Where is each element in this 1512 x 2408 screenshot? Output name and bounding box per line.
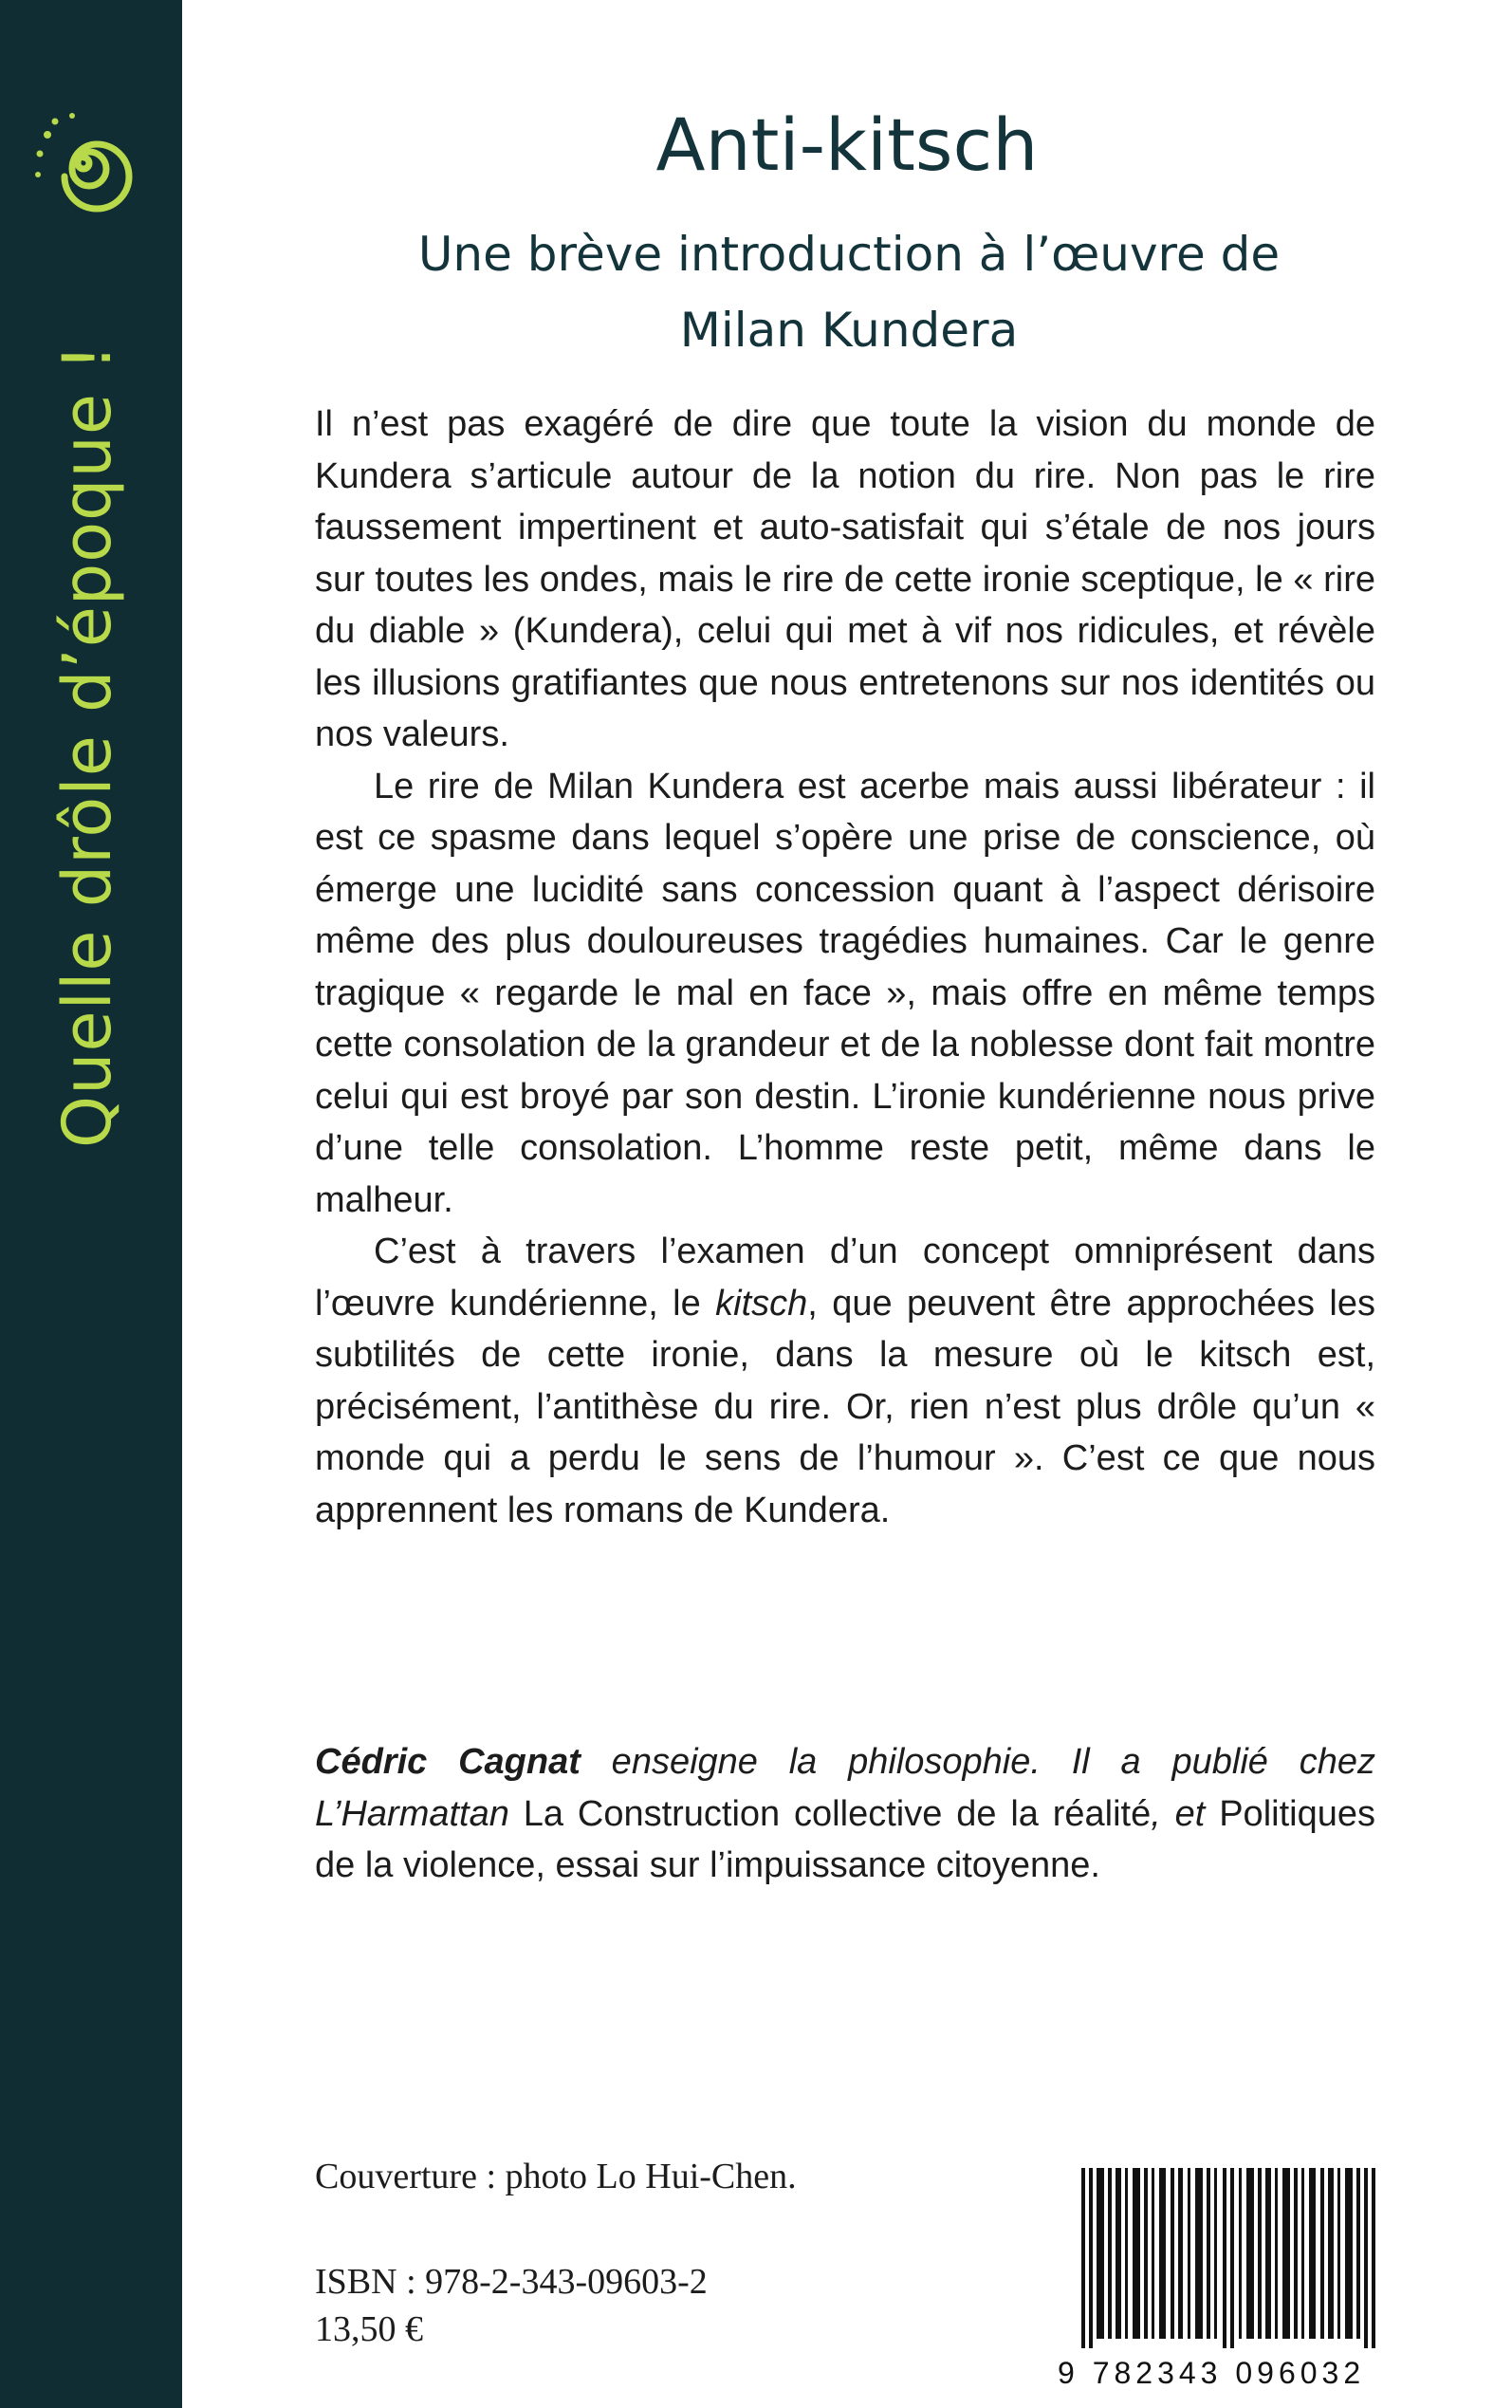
subtitle-line-2: Milan Kundera <box>679 303 1019 358</box>
summary-paragraph-1: Il n’est pas exagéré de dire que toute la vision du monde de Kundera s’articule autour de la notion du rire. Non pas le rire faussement impertinent et auto-satisfait qui s’étale de nos jours sur toutes les ondes, mais le rire de cette ironie sceptique, le « rire du diable » (Kundera), celui qui met à vif nos ridicules, et révèle les illusions gratifiantes que nous entretenons sur nos identités ou nos valeurs. <box>315 404 1375 754</box>
back-cover-summary <box>315 398 1375 1536</box>
isbn-block <box>315 2258 708 2353</box>
summary-p3-end: , que peuvent être approchées les subtilités de cette ironie, dans la mesure où le kitsch est, précisément, l’antithèse du rire. Or, rien n’est plus drôle qu’un « monde qui a perdu le sens de l’humour ». C’est ce que nous apprennent les romans de Kundera. <box>315 1283 1375 1530</box>
author-book-1: La Construction collective de la réalité <box>508 1793 1152 1834</box>
summary-paragraph-2: Le rire de Milan Kundera est acerbe mais aussi libérateur : il est ce spasme dans lequel s’opère une prise de conscience, où émerge une lucidité sans concession quant à l’aspect dérisoire même des plus douloureuses tragédies humaines. Car le genre tragique « regarde le mal en face », mais offre en même temps cette consolation de la grandeur et de la noblesse dont fait montre celui qui est broyé par son destin. L’ironie kundérienne nous prive d’une telle consolation. L’homme reste petit, même dans le malheur. <box>315 766 1375 1220</box>
summary-paragraph-3 <box>315 1226 1375 1536</box>
author-bio-text: enseigne la philosophie. Il a publié chez <box>580 1742 1375 1782</box>
spiral-logo-icon <box>27 106 140 220</box>
book-title: Anti-kitsch <box>655 102 1039 187</box>
spine-band <box>0 0 182 2408</box>
author-bio <box>315 1736 1375 1892</box>
cover-credit: Couverture : photo Lo Hui-Chen. <box>315 2157 797 2196</box>
isbn-number: ISBN : 978-2-343-09603-2 <box>315 2262 708 2302</box>
summary-p3-kitsch: kitsch <box>715 1283 808 1324</box>
barcode-icon <box>1081 2168 1375 2348</box>
subtitle-line-1: Une brève introduction à l’œuvre de <box>417 227 1281 282</box>
author-name: Cédric Cagnat <box>315 1742 581 1782</box>
series-title: Quelle drôle d’époque ! <box>48 343 126 1148</box>
book-subtitle <box>285 216 1413 368</box>
author-book-2: Politiques de la violence, essai sur l’impuissance citoyenne. <box>315 1793 1375 1885</box>
author-sep: , et <box>1151 1793 1206 1834</box>
summary-p3-start: C’est à travers l’examen d’un concept omniprésent dans l’œuvre kundérienne, le <box>315 1232 1375 1324</box>
barcode-digits: 9 782343 096032 <box>1058 2356 1366 2390</box>
price: 13,50 € <box>315 2309 423 2349</box>
author-publisher: L’Harmattan <box>315 1793 509 1834</box>
